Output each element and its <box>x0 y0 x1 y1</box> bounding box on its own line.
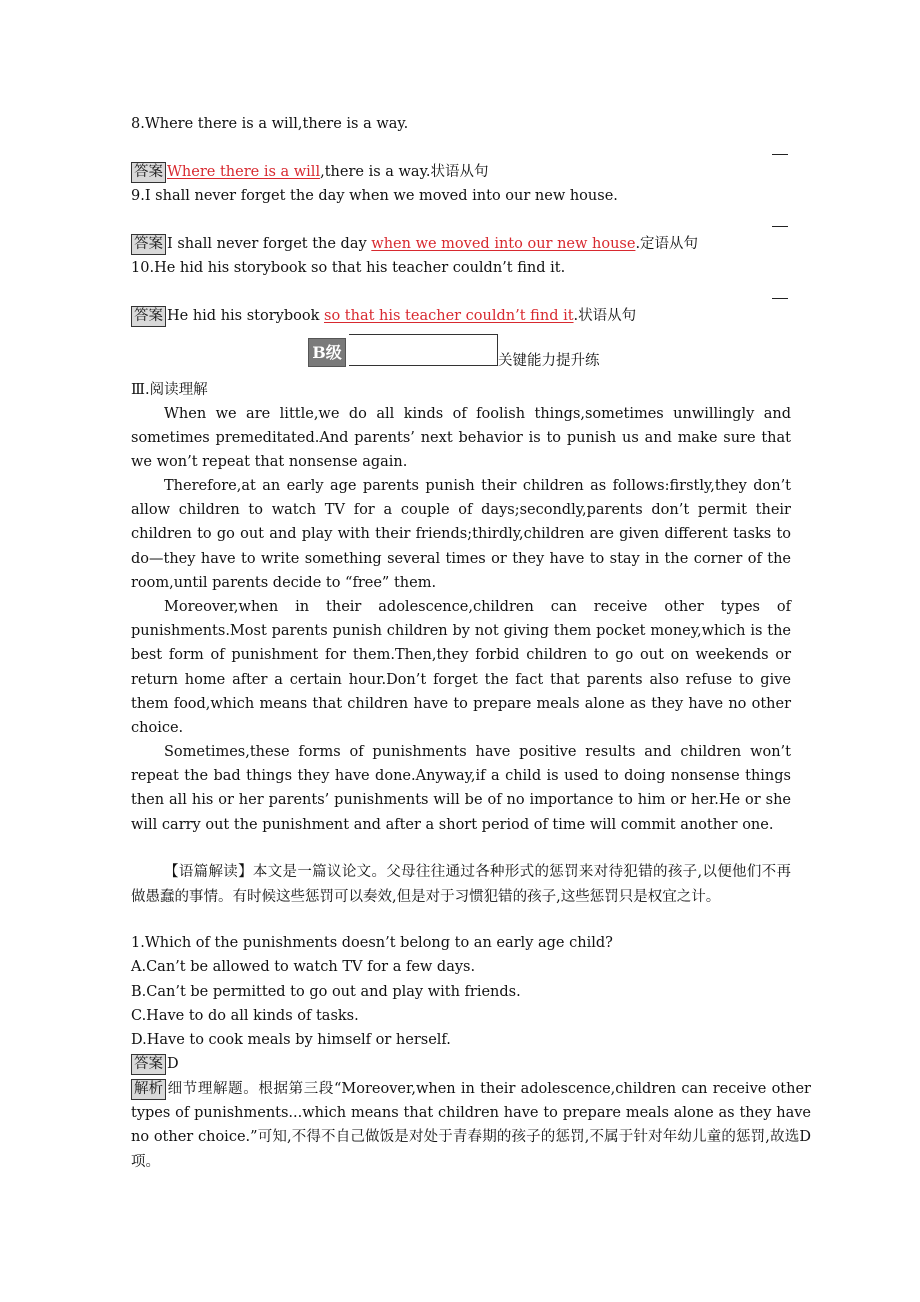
answer-highlight: so that his teacher couldn’t find it <box>324 308 574 324</box>
answer-blank-line <box>772 298 788 299</box>
answer-tag: 答案 <box>131 1054 166 1075</box>
passage-paragraph-1: When we are little,we do all kinds of foolish things,sometimes unwillingly and sometimes premeditated.And parents’ next behavior is to punish us and make sure that we won’t repeat that nonsense again. <box>131 406 791 471</box>
question-text: I shall never forget the day when we moved into our new house. <box>144 188 618 204</box>
option-d: D.Have to cook meals by himself or herself. <box>131 1032 451 1048</box>
question-10 <box>131 258 565 278</box>
question-9 <box>131 186 618 206</box>
answer-blank-line <box>772 154 788 155</box>
question-number: 10. <box>131 260 155 276</box>
level-badge: B级 <box>308 338 346 367</box>
answer-rest: .状语从句 <box>573 308 637 324</box>
question-1-stem: 1.Which of the punishments doesn’t belong to an early age child? <box>131 935 613 951</box>
question-number: 8. <box>131 116 145 132</box>
answer-pre: I shall never forget the day <box>167 236 372 252</box>
answer-tag: 答案 <box>131 306 166 327</box>
answer-8 <box>131 162 488 183</box>
question-text: Where there is a will,there is a way. <box>144 116 409 132</box>
question-text: He hid his storybook so that his teacher couldn’t find it. <box>154 260 566 276</box>
answer-tag: 答案 <box>131 162 166 183</box>
answer-highlight: Where there is a will <box>167 164 321 180</box>
option-c: C.Have to do all kinds of tasks. <box>131 1008 359 1024</box>
answer-10 <box>131 306 636 327</box>
answer-blank-line <box>772 226 788 227</box>
answer-1 <box>131 1054 179 1075</box>
answer-value: D <box>167 1056 179 1072</box>
question-number: 9. <box>131 188 145 204</box>
section-title: Ⅲ.阅读理解 <box>131 382 208 398</box>
passage-paragraph-2: Therefore,at an early age parents punish their children as follows:firstly,they don’t allow children to watch TV for a couple of days;secondly,parents don’t permit their children to go out and play with their friends;thirdly,children are given different tasks to do—they have to write something several times or they have to stay in the corner of the room,until parents decide to “free” them. <box>131 478 791 591</box>
explanation-1 <box>131 1077 811 1174</box>
level-title: 关键能力提升练 <box>498 353 600 369</box>
passage-paragraph-3: Moreover,when in their adolescence,children can receive other types of punishments.Most parents punish children by not giving them pocket money,which is the best form of punishment for them.Then,they forbid children to go out on weekends or return home after a certain hour.Don’t forget the fact that parents also refuse to give them food,which means that children have to prepare meals alone as they have no other choice. <box>131 599 791 737</box>
question-8 <box>131 114 408 134</box>
passage-analysis: 【语篇解读】本文是一篇议论文。父母往往通过各种形式的惩罚来对待犯错的孩子,以便他们不再做愚蠢的事情。有时候这些惩罚可以奏效,但是对于习惯犯错的孩子,这些惩罚只是权宜之计。 <box>131 864 791 905</box>
answer-tag: 答案 <box>131 234 166 255</box>
explanation-text: 细节理解题。根据第三段“Moreover,when in their adolescence,children can receive other types of punishments...which means that children have to prepare meals alone as they have no other choice.”可知,不得不自己做饭是对处于青春期的孩子的惩罚,不属于针对年幼儿童的惩罚,故选D项。 <box>131 1081 811 1170</box>
answer-rest: .定语从句 <box>635 236 699 252</box>
option-a: A.Can’t be allowed to watch TV for a few days. <box>131 959 476 975</box>
answer-rest: ,there is a way.状语从句 <box>320 164 489 180</box>
explanation-tag: 解析 <box>131 1079 166 1100</box>
answer-pre: He hid his storybook <box>167 308 324 324</box>
passage-paragraph-4: Sometimes,these forms of punishments have positive results and children won’t repeat the bad things they have done.Anyway,if a child is used to doing nonsense things then all his or her parents’ punishments will be of no importance to him or her.He or she will carry out the punishment and after a short period of time will commit another one. <box>131 744 791 833</box>
level-banner-frame <box>349 334 498 366</box>
answer-highlight: when we moved into our new house <box>371 236 636 252</box>
option-b: B.Can’t be permitted to go out and play with friends. <box>131 984 521 1000</box>
answer-9 <box>131 234 698 255</box>
